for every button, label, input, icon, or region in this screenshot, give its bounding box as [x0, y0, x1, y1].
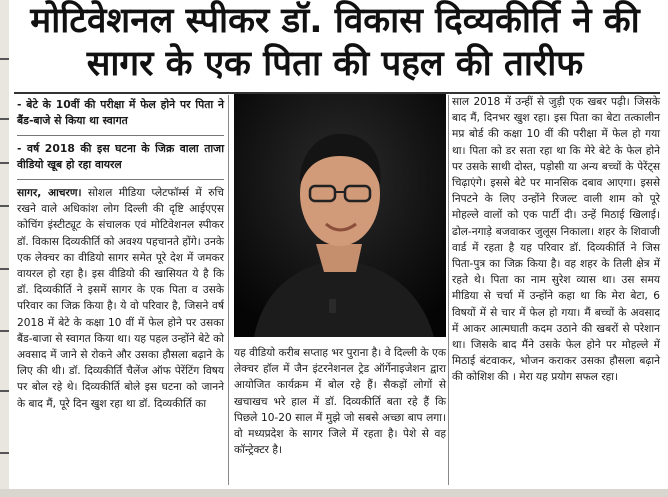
photo-caption: यह वीडियो करीब सप्ताह भर पुराना है। वे दिल्ली के एक लेक्चर हॉल में जैन इंटरनेशनल ट्रेड ऑर्गेनाइजेशन द्वारा आयोजित कार्यक्रम में बोल रहे हैं। सैकड़ों लोगों से खचाखच भरे हाल में डॉ. दिव्यकीर्ति बता रहे हैं कि पिछले 10-20 साल में मुझे जो सबसे अच्छा बाप लगा। वो मध्यप्रदेश के सागर जिले में रहता है। पेशे से वह कॉन्ट्रेक्टर है।: [234, 347, 446, 457]
headline-line-2: सागर के एक पिता की पहल की तारीफ: [86, 44, 584, 84]
column-divider: [228, 95, 229, 485]
highlight-2: - वर्ष 2018 की इस घटना के जिक्र वाला ताजा वीडियो खूब हो रहा वायरल: [17, 142, 224, 171]
column-divider: [448, 95, 449, 485]
page-bottom-edge: [0, 489, 668, 497]
page-edge-strip: [0, 0, 9, 497]
left-body-text: सोशल मीडिया प्लेटफॉर्म्स में रुचि रखने वाले अधिकांश लोग दिल्ली की दृष्टि आईएएस कोचिंग इंस्टीट्यूट के संचालक एवं मोटिवेशनल स्पीकर डॉ. विकास दिव्यकीर्ति को अवश्य पहचानते होंगे। उनके एक लेक्चर का वीडियो सागर समेत पूरे देश में जमकर वायरल हो रहा है। इस वीडियो की खासियत ये है कि डॉ. दिव्यकीर्ति ने इसमें सागर के एक पिता व उसके परिवार का जिक्र किया है। ये वो परिवार है, जिसने वर्ष 2018 में बेटे के कक्षा 10 वीं में फेल होने पर उसका बैंड-बाजा से स्वागत किया था। यह पहल उन्होंने बेटे को अवसाद में जाने से रोकने और उसका हौसला बढ़ाने के लिए की थी। डॉ. दिव्यकीर्ति चैलेंज ऑफ पेरेंटिंग विषय पर बोल रहे थे। दिव्यकीर्ति बोले इस घटना को जानने के बाद मैं, पूरे दिन खुश रहा था डॉ. दिव्यकीर्ति का: [17, 187, 224, 410]
right-body: साल 2018 में उन्हीं से जुड़ी एक खबर पढ़ी। जिसके बाद मैं, दिनभर खुश रहा। इस पिता का बेटा तत्कालीन मप्र बोर्ड की कक्षा 10 वीं की परीक्षा में फेल हो गया था। पिता को डर सता रहा था कि मेरे बेटे के फेल होने पर उसके साथी दोस्त, पड़ोसी या अन्य बच्चों के पेरेंट्स चिढ़ाएंगे। इससे बेटे पर मानसिक दबाव आएगा। इससे निपटने के लिए उन्होंने रिजल्ट वाली शाम को पूरे मोहल्ले वालों को एक पार्टी दी। उन्हें मिठाई खिलाई। ढोल-नगाड़े बजवाकर जुलूस निकाला। शहर के शिवाजी वार्ड में रहता है यह परिवार डॉ. दिव्यकीर्ति ने जिस पिता-पुत्र का जिक्र किया है। वह शहर के तिली क्षेत्र में रहते थे। पिता का नाम सुरेश व्यास था। उस समय मीडिया से चर्चा में उन्होंने कहा था कि मेरा बेटा, 6 विषयों में से चार में फेल हो गया। मैं बच्चों के अवसाद में आकर आत्मघाती कदम उठाने की खबरों से परेशान था। जिसके बाद मैंने उसके फेल होने पर मोहल्ले में मिठाई बंटवाकर, भोजन कराकर उसका हौसला बढ़ाने की कोशिश की । मेरा यह प्रयोग सफल रहा।: [452, 96, 660, 384]
dateline: सागर, आचरण।: [17, 187, 82, 199]
headline: [10, 0, 660, 86]
speaker-photo: [234, 94, 446, 337]
highlight-1: - बेटे के 10वीं की परीक्षा में फेल होने पर पिता ने बैंड-बाजे से किया था स्वागत: [17, 98, 224, 127]
right-column: [452, 94, 660, 386]
headline-line-1: मोटिवेशनल स्पीकर डॉ. विकास दिव्यकीर्ति ने की: [30, 1, 640, 41]
highlight-divider: [17, 135, 224, 136]
left-body: [17, 185, 224, 412]
highlight-divider: [17, 179, 224, 180]
left-column: [17, 97, 224, 412]
